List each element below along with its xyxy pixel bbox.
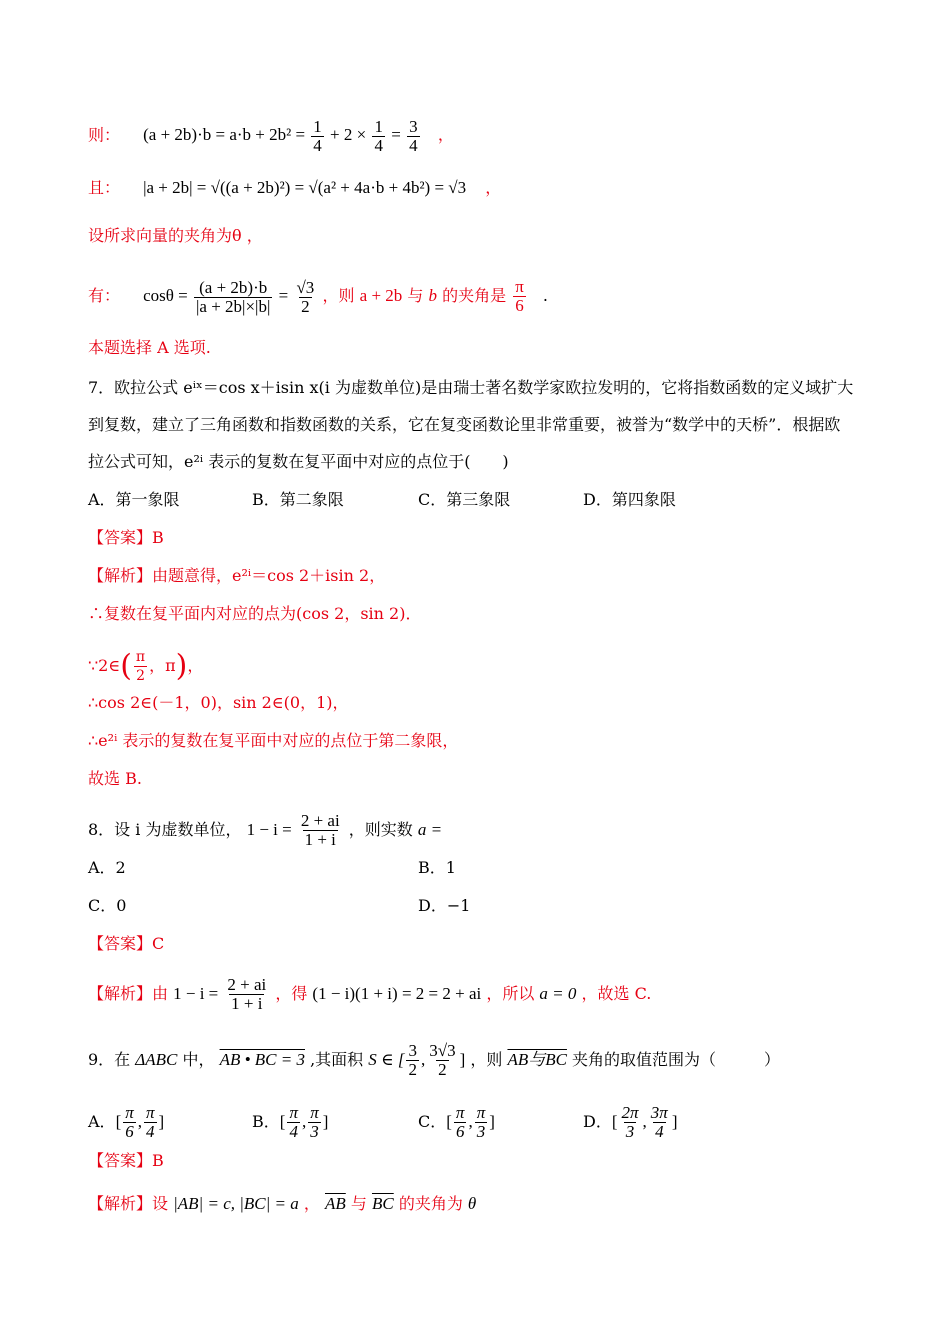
formula-part: S ∈ [ xyxy=(368,1050,405,1069)
q8-option-d[interactable]: D．−1 xyxy=(418,896,471,915)
denominator: 3 xyxy=(476,1122,486,1141)
fraction xyxy=(372,118,385,155)
numerator: π xyxy=(476,1103,486,1122)
numerator: 2 + ai xyxy=(227,975,267,994)
paren-open: ( xyxy=(120,648,132,684)
numerator: π xyxy=(146,1103,155,1122)
text: 与 xyxy=(407,286,424,305)
denominator: 2 xyxy=(408,1060,417,1079)
q7-answer: 【答案】B xyxy=(88,528,164,547)
q9-option-c[interactable]: C．[ $\frac{\pi}{6}$ , $\frac{\pi}{3}$ ] xyxy=(418,1103,495,1141)
formula-magnitude: |a + 2b| = √((a + 2b)²) = √(a² + 4a·b + 4b²) = √3 xyxy=(143,178,467,197)
fraction xyxy=(225,976,268,1013)
text: ，则实数 xyxy=(348,820,413,839)
q7-analysis-line-4: ∴cos 2∈(－1，0)，sin 2∈(0，1)， xyxy=(88,693,349,712)
fraction xyxy=(144,1104,157,1141)
q7-analysis-line-2: ∴复数在复平面内对应的点为(cos 2，sin 2)． xyxy=(88,604,422,623)
vector-ab: $\overline{AB}$ xyxy=(325,1194,346,1213)
q9-option-b[interactable]: B．[ $\frac{\pi}{4}$ , $\frac{\pi}{3}$ ] xyxy=(252,1103,329,1141)
fraction xyxy=(513,278,526,315)
fraction xyxy=(475,1104,488,1141)
text: ，π xyxy=(149,656,176,675)
q8-option-c[interactable]: C．0 xyxy=(88,896,127,915)
denominator: 2 xyxy=(438,1060,447,1079)
fraction xyxy=(308,1104,321,1141)
comma: , xyxy=(420,1050,426,1069)
q7-analysis-line-5: ∴e²ⁱ 表示的复数在复平面中对应的点位于第二象限， xyxy=(88,731,459,750)
fraction xyxy=(123,1104,136,1141)
vector-b: b xyxy=(428,286,437,305)
punct: . xyxy=(542,286,548,305)
text: ，故选 C. xyxy=(581,984,652,1003)
formula-part: = xyxy=(278,286,289,305)
option-label: D． xyxy=(583,1112,612,1131)
option-label: A． xyxy=(88,1112,116,1131)
numerator: 2π xyxy=(621,1103,639,1122)
numerator: π xyxy=(125,1103,134,1122)
denominator: 3 xyxy=(625,1122,635,1141)
text: 夹角的取值范围为（ ） xyxy=(572,1050,781,1069)
denominator: 1 + i xyxy=(304,830,336,849)
vector-bc: $\overline{BC}$ xyxy=(371,1194,394,1213)
q7-stem-line-1: 7．欧拉公式 eⁱˣ＝cos x＋isin x(i 为虚数单位)是由瑞士著名数学家欧拉发明的，它将指数函数的定义域扩大 xyxy=(88,378,854,397)
fraction xyxy=(287,1104,300,1141)
fraction xyxy=(407,118,420,155)
text: 与 xyxy=(350,1194,367,1213)
label-qie: 且： xyxy=(88,178,121,197)
formula-part: AB与BC xyxy=(507,1050,567,1069)
q7-option-c[interactable]: C．第三象限 xyxy=(418,490,511,509)
text: ，则 xyxy=(470,1050,503,1069)
fraction xyxy=(620,1104,641,1141)
denominator: 6 xyxy=(125,1122,134,1141)
formula-part: 1 − i = xyxy=(173,984,219,1003)
fraction xyxy=(299,812,342,849)
numerator: 3 xyxy=(408,1041,417,1060)
q9-stem xyxy=(88,1042,780,1079)
solution-line-angle-def: 设所求向量的夹角为θ ， xyxy=(88,226,263,245)
formula-part: (a + 2b)·b = a·b + 2b² = xyxy=(143,125,306,145)
text: ∵2∈ xyxy=(88,656,121,675)
formula-part: a = 0 xyxy=(539,984,577,1003)
numerator: π xyxy=(135,649,146,665)
option-label: C． xyxy=(418,1112,447,1131)
solution-line-dot-product xyxy=(88,118,454,155)
numerator: 3√3 xyxy=(429,1041,456,1060)
denominator: 2 xyxy=(301,296,310,316)
variable: a = xyxy=(417,820,443,839)
numerator: 3 xyxy=(409,117,418,136)
paren-close: ) xyxy=(175,648,188,684)
denominator: 4 xyxy=(313,136,322,155)
text: ， xyxy=(187,656,204,675)
q8-stem xyxy=(88,812,442,849)
q8-analysis xyxy=(88,976,651,1013)
numerator: √3 xyxy=(296,277,315,297)
denominator: 1 + i xyxy=(231,994,263,1013)
text: ,其面积 xyxy=(310,1050,364,1069)
denominator: 2 xyxy=(136,668,145,684)
q9-analysis xyxy=(88,1194,476,1214)
text: ， xyxy=(303,1194,320,1213)
label-you: 有： xyxy=(88,286,121,305)
text: 中， xyxy=(182,1050,215,1069)
q7-option-a[interactable]: A．第一象限 xyxy=(88,490,180,509)
option-label: B． xyxy=(252,1112,280,1131)
text: 【解析】由 xyxy=(88,984,169,1003)
denominator: 6 xyxy=(515,296,524,315)
q8-answer: 【答案】C xyxy=(88,934,165,953)
fraction xyxy=(427,1042,457,1079)
q7-option-d[interactable]: D．第四象限 xyxy=(583,490,676,509)
text: 的夹角是 xyxy=(442,286,507,305)
denominator: |a + 2b|×|b| xyxy=(196,296,271,316)
q9-answer: 【答案】B xyxy=(88,1151,164,1170)
text: ，得 xyxy=(275,984,308,1003)
punct: ， xyxy=(485,178,502,197)
fraction xyxy=(454,1104,467,1141)
numerator: 1 xyxy=(313,117,322,136)
text: ，所以 xyxy=(486,984,535,1003)
numerator: π xyxy=(310,1103,319,1122)
denominator: 4 xyxy=(655,1122,664,1141)
theta: θ xyxy=(467,1194,477,1213)
label-ze: 则： xyxy=(88,125,121,145)
numerator: π xyxy=(289,1103,298,1122)
formula-part: + 2 × xyxy=(330,125,367,145)
bracket: ] xyxy=(459,1050,466,1069)
q7-stem-line-2: 到复数，建立了三角函数和指数函数的关系，它在复变函数论里非常重要，被誉为“数学中的天桥”．根据欧 xyxy=(88,415,841,434)
solution-conclusion: 本题选择 A 选项. xyxy=(88,338,211,357)
fraction xyxy=(194,279,272,316)
solution-line-cos xyxy=(88,278,548,316)
formula-part: = xyxy=(391,125,401,145)
punct: ， xyxy=(437,125,454,145)
formula-part: 1 − i = xyxy=(246,820,292,839)
q7-option-b[interactable]: B．第二象限 xyxy=(252,490,344,509)
q7-stem-line-3: 拉公式可知，e²ⁱ 表示的复数在复平面中对应的点位于( ) xyxy=(88,452,509,471)
solution-line-magnitude xyxy=(88,178,501,198)
q8-option-a[interactable]: A．2 xyxy=(88,858,126,877)
q9-option-d[interactable]: D．[ $\frac{2\pi}{3}$ , $\frac{3\pi}{4}$ ] xyxy=(583,1103,678,1141)
q7-analysis-line-3 xyxy=(88,648,203,685)
fraction xyxy=(134,648,147,685)
denominator: 4 xyxy=(374,136,383,155)
formula-part: (1 − i)(1 + i) = 2 = 2 + ai xyxy=(312,984,482,1003)
q7-analysis-line-6: 故选 B. xyxy=(88,769,142,788)
text: 【解析】设 xyxy=(88,1194,169,1213)
fraction xyxy=(294,279,316,316)
q7-analysis-line-1: 【解析】由题意得，e²ⁱ＝cos 2＋isin 2， xyxy=(88,566,386,585)
triangle: ΔABC xyxy=(135,1050,178,1069)
numerator: (a + 2b)·b xyxy=(199,277,268,297)
vector-expr: a + 2b xyxy=(359,286,403,305)
denominator: 4 xyxy=(409,136,418,155)
fraction xyxy=(406,1042,419,1079)
numerator: 1 xyxy=(374,117,383,136)
denominator: 4 xyxy=(146,1122,155,1141)
formula-part: |AB| = c, |BC| = a xyxy=(173,1194,299,1213)
fraction xyxy=(311,118,324,155)
denominator: 4 xyxy=(289,1122,298,1141)
fraction xyxy=(649,1104,670,1141)
text: 的夹角为 xyxy=(398,1194,463,1213)
text: 9．在 xyxy=(88,1050,131,1069)
formula-part: cosθ = xyxy=(143,286,188,305)
numerator: 2 + ai xyxy=(300,811,340,830)
text: 8．设 i 为虚数单位， xyxy=(88,820,242,839)
denominator: 6 xyxy=(455,1122,465,1141)
numerator: π xyxy=(515,277,524,296)
numerator: π xyxy=(455,1103,465,1122)
numerator: 3π xyxy=(650,1103,668,1122)
q8-option-b[interactable]: B．1 xyxy=(418,858,456,877)
q9-option-a[interactable]: A．[ $\frac{\pi}{6}$ , $\frac{\pi}{4}$ ] xyxy=(88,1103,165,1141)
formula-dot-product xyxy=(143,117,426,155)
text: ，则 xyxy=(322,286,355,305)
denominator: 3 xyxy=(310,1122,319,1141)
formula-part: AB • BC = 3 xyxy=(219,1050,305,1069)
